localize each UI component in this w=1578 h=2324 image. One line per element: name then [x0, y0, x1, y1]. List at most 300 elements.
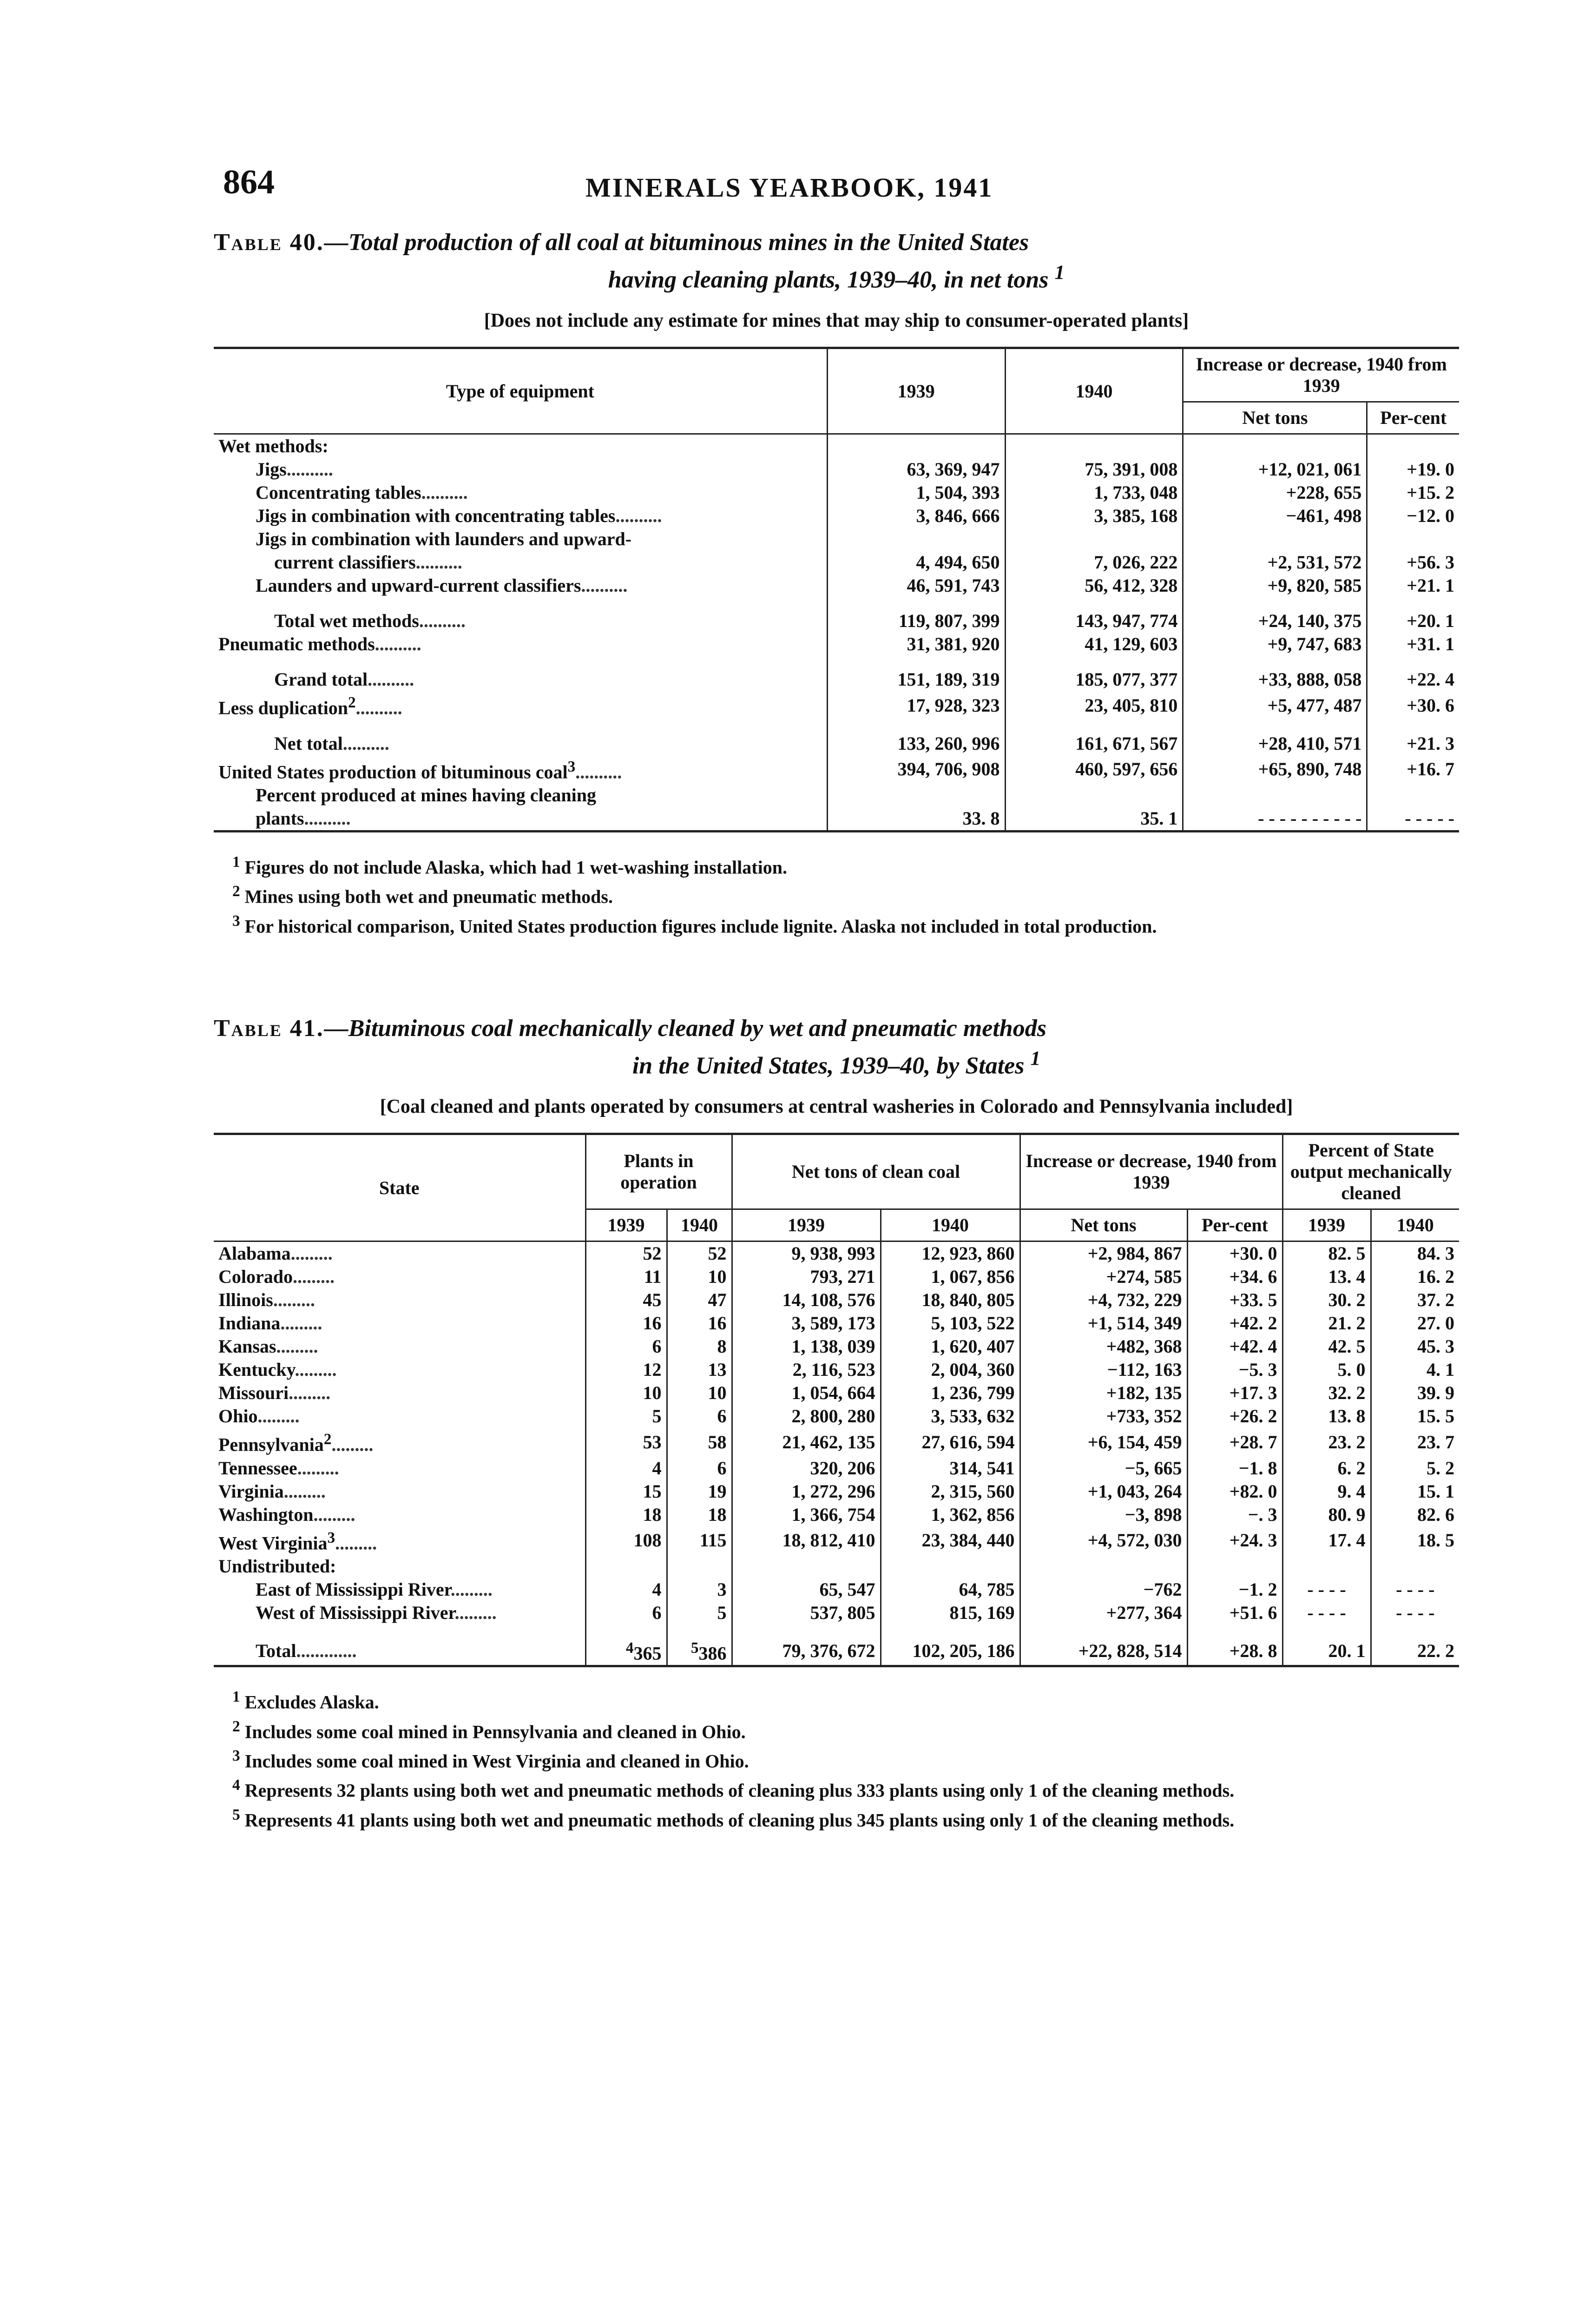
footnote-mark: 1 — [232, 853, 240, 871]
leader-dots: ......... — [289, 1382, 331, 1404]
cell-p39: 108 — [585, 1526, 667, 1555]
leader-dots: ......... — [450, 1578, 493, 1600]
cell-net: +482, 368 — [1020, 1335, 1187, 1358]
cell-p40: 5 — [667, 1601, 732, 1624]
cell-t40: 64, 785 — [881, 1578, 1020, 1601]
footnote-mark: 2 — [323, 1431, 332, 1448]
footnote-mark: 3 — [232, 912, 240, 930]
row-label — [214, 574, 827, 597]
cell-v1939: 3, 846, 666 — [827, 504, 1005, 528]
state-name-text: Kentucky — [218, 1359, 295, 1380]
footnote-text: Represents 41 plants using both wet and pneumatic methods of cleaning plus 345 plants using only 1 of the cleaning methods. — [244, 1809, 1235, 1830]
spacer-cell — [1183, 597, 1367, 609]
spacer-cell — [1367, 597, 1459, 609]
table-row — [214, 1480, 1459, 1503]
table41-footnotes — [214, 1686, 1459, 1831]
cell-pct: −12. 0 — [1367, 504, 1459, 528]
row-label — [214, 691, 827, 720]
row-label-text: current classifiers — [274, 552, 416, 573]
table-row — [214, 784, 1459, 807]
footnote — [214, 910, 1459, 938]
leader-dots: ......... — [295, 1359, 337, 1380]
table-row — [214, 481, 1459, 504]
table-row — [214, 732, 1459, 755]
cell-s40: 5. 2 — [1371, 1457, 1459, 1480]
spacer-cell — [1187, 1624, 1282, 1637]
footnote-text: Represents 32 plants using both wet and pneumatic methods of cleaning plus 333 plants using only 1 of the cleaning methods. — [244, 1780, 1235, 1801]
cell-v1939: 63, 369, 947 — [827, 458, 1005, 481]
leader-dots: .......... — [419, 610, 466, 632]
spacer-cell — [1005, 597, 1183, 609]
cell-p39 — [585, 1555, 667, 1578]
table-row — [214, 1555, 1459, 1578]
cell-p40: 3 — [667, 1578, 732, 1601]
spacer-cell — [732, 1624, 881, 1637]
cell-t40 — [881, 1555, 1020, 1578]
cell-net: +182, 135 — [1020, 1381, 1187, 1405]
cell-p40: 10 — [667, 1381, 732, 1405]
cell-s40: 84. 3 — [1371, 1241, 1459, 1266]
cell-pct: +22. 4 — [1367, 668, 1459, 691]
state-name-text: West of Mississippi River — [256, 1602, 455, 1623]
footnote — [214, 1804, 1459, 1831]
cell-pct: −5. 3 — [1187, 1358, 1282, 1381]
cell-t39 — [732, 1555, 881, 1578]
cell-t39: 65, 547 — [732, 1578, 881, 1601]
cell-v1939 — [827, 528, 1005, 551]
cell-value: 365 — [633, 1643, 662, 1664]
table-row — [214, 1457, 1459, 1480]
cell-p40: 18 — [667, 1503, 732, 1526]
table-row — [214, 1526, 1459, 1555]
cell-p39: 6 — [585, 1601, 667, 1624]
table41-title-line2: in the United States, 1939–40, by States — [632, 1052, 1025, 1079]
cell-p40: 16 — [667, 1312, 732, 1335]
cell-t39: 79, 376, 672 — [732, 1637, 881, 1666]
row-label-text: Pneumatic methods — [218, 634, 375, 655]
row-label-text: Jigs in combination with launders and upward- — [256, 528, 632, 550]
row-label — [214, 504, 827, 528]
footnote-mark: 5 — [690, 1639, 699, 1657]
state-name-text: Kansas — [218, 1336, 276, 1357]
cell-t39: 3, 589, 173 — [732, 1312, 881, 1335]
cell-pct: +15. 2 — [1367, 481, 1459, 504]
table41-caption — [214, 1014, 1459, 1081]
cell-t39: 14, 108, 576 — [732, 1288, 881, 1312]
cell-net: +2, 531, 572 — [1183, 551, 1367, 574]
cell-net: −762 — [1020, 1578, 1187, 1601]
table40-headnote: [Does not include any estimate for mines that may ship to consumer-operated plants] — [484, 310, 1189, 332]
cell-v1940: 7, 026, 222 — [1005, 551, 1183, 574]
cell-p39: 4 — [585, 1578, 667, 1601]
table-row — [214, 1381, 1459, 1405]
cell-t39: 1, 272, 296 — [732, 1480, 881, 1503]
state-name-text: Illinois — [218, 1289, 273, 1311]
cell-p40: 13 — [667, 1358, 732, 1381]
cell-s39: 80. 9 — [1282, 1503, 1371, 1526]
footnote-text: Excludes Alaska. — [244, 1691, 379, 1713]
state-name — [214, 1265, 585, 1288]
running-head — [214, 153, 1459, 209]
cell-p39: 52 — [585, 1241, 667, 1266]
row-label-text: Concentrating tables — [256, 482, 421, 503]
footnote-mark: 2 — [232, 883, 240, 900]
leader-dots: .......... — [615, 505, 662, 527]
table-row — [214, 755, 1459, 784]
cell-t40: 102, 205, 186 — [881, 1637, 1020, 1666]
cell-v1940: 41, 129, 603 — [1005, 633, 1183, 656]
cell-s39: 13. 4 — [1282, 1265, 1371, 1288]
cell-net — [1183, 528, 1367, 551]
cell-t39: 1, 138, 039 — [732, 1335, 881, 1358]
page — [214, 153, 1459, 1833]
cell-t40: 3, 533, 632 — [881, 1405, 1020, 1428]
cell-s40-blank: - - - - — [1371, 1578, 1459, 1601]
cell-net: +1, 043, 264 — [1020, 1480, 1187, 1503]
cell-p40: 6 — [667, 1457, 732, 1480]
table40-label: Table 40. — [214, 229, 324, 256]
cell-s39: 20. 1 — [1282, 1637, 1371, 1666]
state-name — [214, 1503, 585, 1526]
table-row — [214, 551, 1459, 574]
cell-pct — [1367, 528, 1459, 551]
state-name — [214, 1241, 585, 1266]
cell-s39: 82. 5 — [1282, 1241, 1371, 1266]
cell-p40: 52 — [667, 1241, 732, 1266]
cell-s39: 42. 5 — [1282, 1335, 1371, 1358]
cell-t40: 1, 362, 856 — [881, 1503, 1020, 1526]
cell-v1939: 151, 189, 319 — [827, 668, 1005, 691]
state-name-text: Washington — [218, 1504, 314, 1525]
cell-pct: +26. 2 — [1187, 1405, 1282, 1428]
cell-net: +228, 655 — [1183, 481, 1367, 504]
table41-header-change: Increase or decrease, 1940 from 1939 — [1020, 1134, 1282, 1209]
cell-t40: 314, 541 — [881, 1457, 1020, 1480]
spacer-cell — [1020, 1624, 1187, 1637]
spacer-cell — [827, 720, 1005, 732]
cell-v1940 — [1005, 784, 1183, 807]
table41-header-plants-1939: 1939 — [585, 1209, 667, 1241]
cell-pct: +42. 2 — [1187, 1312, 1282, 1335]
footnote-text: For historical comparison, United States production figures include lignite. Alaska not included in total production. — [244, 915, 1157, 937]
cell-p39: 6 — [585, 1335, 667, 1358]
state-name — [214, 1381, 585, 1405]
table-row — [214, 1312, 1459, 1335]
spacer-cell — [1371, 1624, 1459, 1637]
table-row — [214, 434, 1459, 458]
cell-net: - - - - - - - - - - — [1183, 807, 1367, 832]
cell-v1940: 161, 671, 567 — [1005, 732, 1183, 755]
cell-s40 — [1371, 1555, 1459, 1578]
total-label-text: Total — [256, 1640, 296, 1661]
cell-pct: +24. 3 — [1187, 1526, 1282, 1555]
cell-t39: 793, 271 — [732, 1265, 881, 1288]
footnote — [214, 880, 1459, 908]
cell-p40: 115 — [667, 1526, 732, 1555]
cell-pct: +16. 7 — [1367, 755, 1459, 784]
table-row — [214, 574, 1459, 597]
cell-net — [1020, 1555, 1187, 1578]
cell-pct: +17. 3 — [1187, 1381, 1282, 1405]
cell-p39 — [585, 1637, 667, 1666]
cell-pct: +56. 3 — [1367, 551, 1459, 574]
leader-dots: ......... — [283, 1480, 326, 1502]
cell-net: +24, 140, 375 — [1183, 609, 1367, 633]
cell-net: +733, 352 — [1020, 1405, 1187, 1428]
cell-net: +4, 572, 030 — [1020, 1526, 1187, 1555]
leader-dots: ......... — [454, 1602, 497, 1623]
cell-s39: 21. 2 — [1282, 1312, 1371, 1335]
footnote-text: Mines using both wet and pneumatic methods. — [244, 886, 613, 907]
row-label — [214, 481, 827, 504]
leader-dots: ......... — [273, 1289, 315, 1311]
footnote-text: Includes some coal mined in West Virginia and cleaned in Ohio. — [244, 1750, 749, 1772]
cell-p40: 58 — [667, 1428, 732, 1456]
row-label-text: Jigs — [256, 459, 287, 480]
state-name-text: Undistributed: — [218, 1555, 336, 1577]
cell-s39-blank: - - - - — [1282, 1578, 1371, 1601]
cell-net: +274, 585 — [1020, 1265, 1187, 1288]
footnote-mark: 1 — [232, 1688, 240, 1706]
cell-net: +9, 820, 585 — [1183, 574, 1367, 597]
cell-s39: 23. 2 — [1282, 1428, 1371, 1456]
cell-t39: 2, 800, 280 — [732, 1405, 881, 1428]
table41-header-net-tons: Net tons — [1020, 1209, 1187, 1241]
cell-t40: 2, 315, 560 — [881, 1480, 1020, 1503]
state-name-text: Ohio — [218, 1406, 258, 1427]
cell-v1940 — [1005, 528, 1183, 551]
cell-pct: +51. 6 — [1187, 1601, 1282, 1624]
row-label-text: Grand total — [274, 669, 368, 690]
table41-header-tons-1940: 1940 — [881, 1209, 1020, 1241]
cell-net: +277, 364 — [1020, 1601, 1187, 1624]
cell-s40: 27. 0 — [1371, 1312, 1459, 1335]
cell-pct — [1187, 1555, 1282, 1578]
cell-pct: +30. 0 — [1187, 1241, 1282, 1266]
footnote — [214, 1745, 1459, 1772]
cell-v1939: 1, 504, 393 — [827, 481, 1005, 504]
cell-s39: 9. 4 — [1282, 1480, 1371, 1503]
row-label — [214, 668, 827, 691]
row-label — [214, 609, 827, 633]
cell-s40: 18. 5 — [1371, 1526, 1459, 1555]
cell-v1940: 1, 733, 048 — [1005, 481, 1183, 504]
cell-net: −5, 665 — [1020, 1457, 1187, 1480]
table41-header-pct-state: Percent of State output mechanically cleaned — [1282, 1134, 1459, 1209]
cell-v1939: 133, 260, 996 — [827, 732, 1005, 755]
row-label — [214, 807, 827, 832]
spacer-cell — [1005, 720, 1183, 732]
row-label-text: plants — [256, 807, 304, 829]
state-name-text: Pennsylvania — [218, 1434, 324, 1455]
spacer-cell — [827, 597, 1005, 609]
table40-footnotes — [214, 851, 1459, 938]
cell-net: +1, 514, 349 — [1020, 1312, 1187, 1335]
leader-dots: ......... — [276, 1336, 318, 1357]
table-row — [214, 597, 1459, 609]
state-name — [214, 1405, 585, 1428]
state-name-text: Virginia — [218, 1480, 284, 1502]
leader-dots: .......... — [342, 733, 389, 754]
table-row — [214, 807, 1459, 832]
row-label — [214, 633, 827, 656]
table41-label: Table 41. — [214, 1015, 324, 1042]
leader-dots: ......... — [335, 1532, 377, 1553]
spacer-cell — [214, 597, 827, 609]
table40-header-1940: 1940 — [1005, 348, 1183, 434]
cell-s40: 4. 1 — [1371, 1358, 1459, 1381]
cell-v1939: 46, 591, 743 — [827, 574, 1005, 597]
cell-net: +22, 828, 514 — [1020, 1637, 1187, 1666]
cell-v1940: 143, 947, 774 — [1005, 609, 1183, 633]
page-number: 864 — [223, 163, 275, 201]
spacer-cell — [214, 1624, 585, 1637]
cell-t40: 18, 840, 805 — [881, 1288, 1020, 1312]
state-name — [214, 1335, 585, 1358]
cell-p40: 10 — [667, 1265, 732, 1288]
row-label — [214, 755, 827, 784]
cell-v1940: 23, 405, 810 — [1005, 691, 1183, 720]
cell-net: +9, 747, 683 — [1183, 633, 1367, 656]
table41-header-state: State — [214, 1134, 585, 1241]
cell-s40: 15. 5 — [1371, 1405, 1459, 1428]
leader-dots: ......... — [257, 1406, 300, 1427]
cell-pct: +33. 5 — [1187, 1288, 1282, 1312]
cell-pct: +42. 4 — [1187, 1335, 1282, 1358]
table-row — [214, 1265, 1459, 1288]
cell-pct: −1. 2 — [1187, 1578, 1282, 1601]
cell-v1939: 4, 494, 650 — [827, 551, 1005, 574]
state-name-text: West Virginia — [218, 1532, 328, 1553]
cell-net — [1183, 784, 1367, 807]
state-name — [214, 1601, 585, 1624]
state-name — [214, 1480, 585, 1503]
state-name — [214, 1428, 585, 1456]
footnote-mark: 3 — [327, 1529, 335, 1546]
row-label — [214, 551, 827, 574]
leader-dots: .......... — [575, 761, 622, 782]
footnote — [214, 1686, 1459, 1713]
cell-v1939 — [827, 434, 1005, 458]
leader-dots: ......... — [297, 1457, 339, 1479]
table-row — [214, 1601, 1459, 1624]
cell-v1939: 119, 807, 399 — [827, 609, 1005, 633]
state-name-text: Alabama — [218, 1243, 291, 1264]
cell-t39: 320, 206 — [732, 1457, 881, 1480]
state-name-text: East of Mississippi River — [256, 1578, 451, 1600]
table-row — [214, 1358, 1459, 1381]
table-row — [214, 1241, 1459, 1266]
cell-t39: 9, 938, 993 — [732, 1241, 881, 1266]
table-row — [214, 656, 1459, 668]
table41-header-tons-1939: 1939 — [732, 1209, 881, 1241]
cell-s39: 13. 8 — [1282, 1405, 1371, 1428]
cell-t39: 18, 812, 410 — [732, 1526, 881, 1555]
cell-t40: 5, 103, 522 — [881, 1312, 1020, 1335]
footnote-mark: 2 — [232, 1717, 240, 1735]
table40-caption — [214, 228, 1459, 295]
table-row — [214, 633, 1459, 656]
state-name — [214, 1358, 585, 1381]
cell-pct: - - - - - — [1367, 807, 1459, 832]
table40-header-type: Type of equipment — [214, 348, 827, 434]
cell-net: +6, 154, 459 — [1020, 1428, 1187, 1456]
cell-p40: 19 — [667, 1480, 732, 1503]
leader-dots: ......... — [290, 1243, 333, 1264]
cell-pct: +34. 6 — [1187, 1265, 1282, 1288]
cell-p39: 4 — [585, 1457, 667, 1480]
cell-t39: 537, 805 — [732, 1601, 881, 1624]
cell-v1940: 3, 385, 168 — [1005, 504, 1183, 528]
state-name-text: Colorado — [218, 1266, 293, 1287]
cell-t40: 27, 616, 594 — [881, 1428, 1020, 1456]
table41-header-net-tons-clean: Net tons of clean coal — [732, 1134, 1020, 1209]
table-row — [214, 668, 1459, 691]
cell-s40: 82. 6 — [1371, 1503, 1459, 1526]
cell-p39: 45 — [585, 1288, 667, 1312]
leader-dots: ......... — [331, 1434, 374, 1455]
cell-p40: 47 — [667, 1288, 732, 1312]
table40-header-net-tons: Net tons — [1183, 402, 1367, 434]
cell-t40: 12, 923, 860 — [881, 1241, 1020, 1266]
footnote-mark: 2 — [348, 694, 356, 712]
table-row — [214, 528, 1459, 551]
table41-header-pct-1940: 1940 — [1371, 1209, 1459, 1241]
cell-t39: 21, 462, 135 — [732, 1428, 881, 1456]
cell-p39: 12 — [585, 1358, 667, 1381]
table-row — [214, 720, 1459, 732]
spacer-cell — [214, 656, 827, 668]
row-label-text: Jigs in combination with concentrating tables — [256, 505, 616, 527]
cell-v1940: 460, 597, 656 — [1005, 755, 1183, 784]
cell-t40: 2, 004, 360 — [881, 1358, 1020, 1381]
cell-p40: 8 — [667, 1335, 732, 1358]
cell-s39: 6. 2 — [1282, 1457, 1371, 1480]
cell-s40: 23. 7 — [1371, 1428, 1459, 1456]
cell-s39: 32. 2 — [1282, 1381, 1371, 1405]
leader-dots: ......... — [280, 1313, 322, 1334]
row-label — [214, 434, 827, 458]
cell-s39 — [1282, 1555, 1371, 1578]
cell-p39: 11 — [585, 1265, 667, 1288]
cell-p40: 6 — [667, 1405, 732, 1428]
state-name — [214, 1555, 585, 1578]
table-row — [214, 1288, 1459, 1312]
cell-p40 — [667, 1555, 732, 1578]
cell-v1940: 56, 412, 328 — [1005, 574, 1183, 597]
spacer-cell — [214, 720, 827, 732]
cell-net: +33, 888, 058 — [1183, 668, 1367, 691]
spacer-cell — [1282, 1624, 1371, 1637]
cell-net: −3, 898 — [1020, 1503, 1187, 1526]
table-row — [214, 609, 1459, 633]
footnote-mark: 3 — [232, 1747, 240, 1764]
state-name-text: Indiana — [218, 1313, 281, 1334]
spacer-cell — [1367, 656, 1459, 668]
cell-t40: 23, 384, 440 — [881, 1526, 1020, 1555]
table40-header-percent: Per-cent — [1367, 402, 1459, 434]
table-row — [214, 504, 1459, 528]
cell-net: +65, 890, 748 — [1183, 755, 1367, 784]
cell-s40: 22. 2 — [1371, 1637, 1459, 1666]
cell-net: +5, 477, 487 — [1183, 691, 1367, 720]
spacer-cell — [881, 1624, 1020, 1637]
table41-header-percent: Per-cent — [1187, 1209, 1282, 1241]
cell-v1939: 33. 8 — [827, 807, 1005, 832]
cell-pct: +19. 0 — [1367, 458, 1459, 481]
cell-pct: +82. 0 — [1187, 1480, 1282, 1503]
cell-t39: 1, 366, 754 — [732, 1503, 881, 1526]
